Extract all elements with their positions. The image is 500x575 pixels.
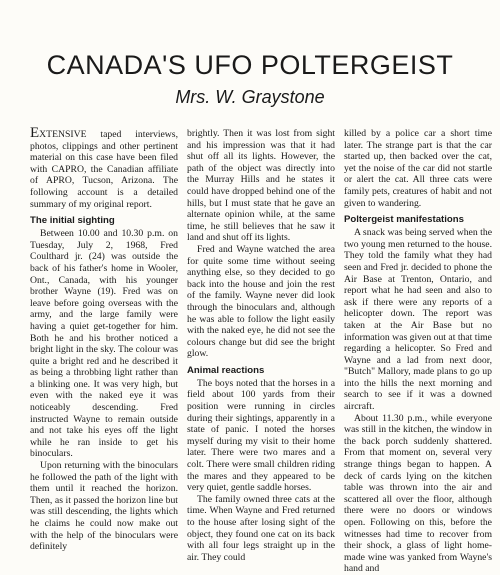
article-body	[30, 125, 492, 575]
article-title: CANADA'S UFO POLTERGEIST	[46, 50, 454, 80]
text-column-3	[344, 128, 492, 575]
section-heading: Animal reactions	[187, 364, 265, 376]
lead-paragraph	[30, 125, 178, 210]
continued-paragraph: brightly. Then it was lost from sight and his impression was that it had shut off all its lights. However, the path of the object was directly into the Murray Hills and he states it could have dropped behind one of the hills, but I must state that he gave an alternate opinion while, at the same time, he still believes that he saw it land and shut off its lights.	[187, 128, 335, 244]
section-heading: The initial sighting	[30, 215, 115, 227]
drop-cap: E	[30, 125, 40, 141]
lead-text: XTENSIVE taped interviews, photos, clippings and other pertinent material on this case have been filed with CAPRO, the Canadian affiliate of APRO, Tucson, Arizona. The following account is a detailed summary of my original report.	[30, 129, 178, 210]
text-column-2	[187, 128, 335, 563]
body-paragraph: A snack was being served when the two young men returned to the house. They told the family what they had seen and Fred jr. decided to phone the Air Base at Trenton, Ontario, and report what he had seen and also to ask if there were any reports of a helicopter down. The report was taken at the Air Base but no information was given out at that time regarding a helicopter. So Fred and Wayne and a lad from next door, "Butch" Mallory, made plans to go up into the hills the next morning and search to see if it was a downed aircraft.	[344, 227, 492, 413]
body-paragraph: Fred and Wayne watched the area for quite some time without seeing anything else, so they decided to go back into the house and join the rest of the family. Wayne never did look through the binoculars and, although he was able to follow the light easily with the naked eye, he did not see the colours change but did see the bright glow.	[187, 243, 335, 360]
body-paragraph: About 11.30 p.m., while everyone was still in the kitchen, the window in the back porch suddenly shattered. From that moment on, several very strange things began to happen. A deck of cards lying on the kitchen table was thrown into the air and scattered all over the floor, although there were no doors or windows open. Following on this, before the witnesses had time to recover from their shock, a glass of light home-made wine was yanked from Wayne's hand and	[344, 412, 492, 575]
section-heading: Poltergeist manifestations	[344, 214, 464, 226]
body-paragraph: The boys noted that the horses in a field about 100 yards from their position were running in circles during their sightings, apparently in a state of panic. I noted the horses myself during my visit to their home later. There were two mares and a colt. There were small children riding the mares and they appeared to be very quiet, gentle saddle horses.	[187, 377, 335, 494]
text-column-1	[30, 125, 178, 553]
body-paragraph: Upon returning with the binoculars he followed the path of the light with them until it reached the horizon. Then, as it passed the horizon line but was still descending, the lights which he claims he could now make out with the help of the binoculars were definitely	[30, 460, 178, 553]
body-paragraph: The family owned three cats at the time. When Wayne and Fred returned to the house after losing sight of the object, they found one cat on its back with all four legs straight up in the air. They could	[187, 493, 335, 563]
continued-paragraph: killed by a police car a short time later. The strange part is that the car started up, then backed over the cat, yet the noise of the car did not startle or alert the cat. All three cats were family pets, creatures of habit and not given to wandering.	[344, 128, 492, 209]
article-author: Mrs. W. Graystone	[175, 87, 325, 107]
body-paragraph: Between 10.00 and 10.30 p.m. on Tuesday, July 2, 1968, Fred Coulthard jr. (24) was outside the back of his father's home in Wooler, Ont., Canada, with his younger brother Wayne (19). Fred was on leave before going overseas with the army, and the large family were having a quiet get-together for him. Both he and his brother noticed a bright light in the sky. The colour was quite a bright red and he described it as being a throbbing light rather than a blinking one. It was very high, but even with the naked eye it was noticeably descending. Fred instructed Wayne to remain outside and not take his eyes off the light while he ran inside to get his binoculars.	[30, 228, 178, 460]
